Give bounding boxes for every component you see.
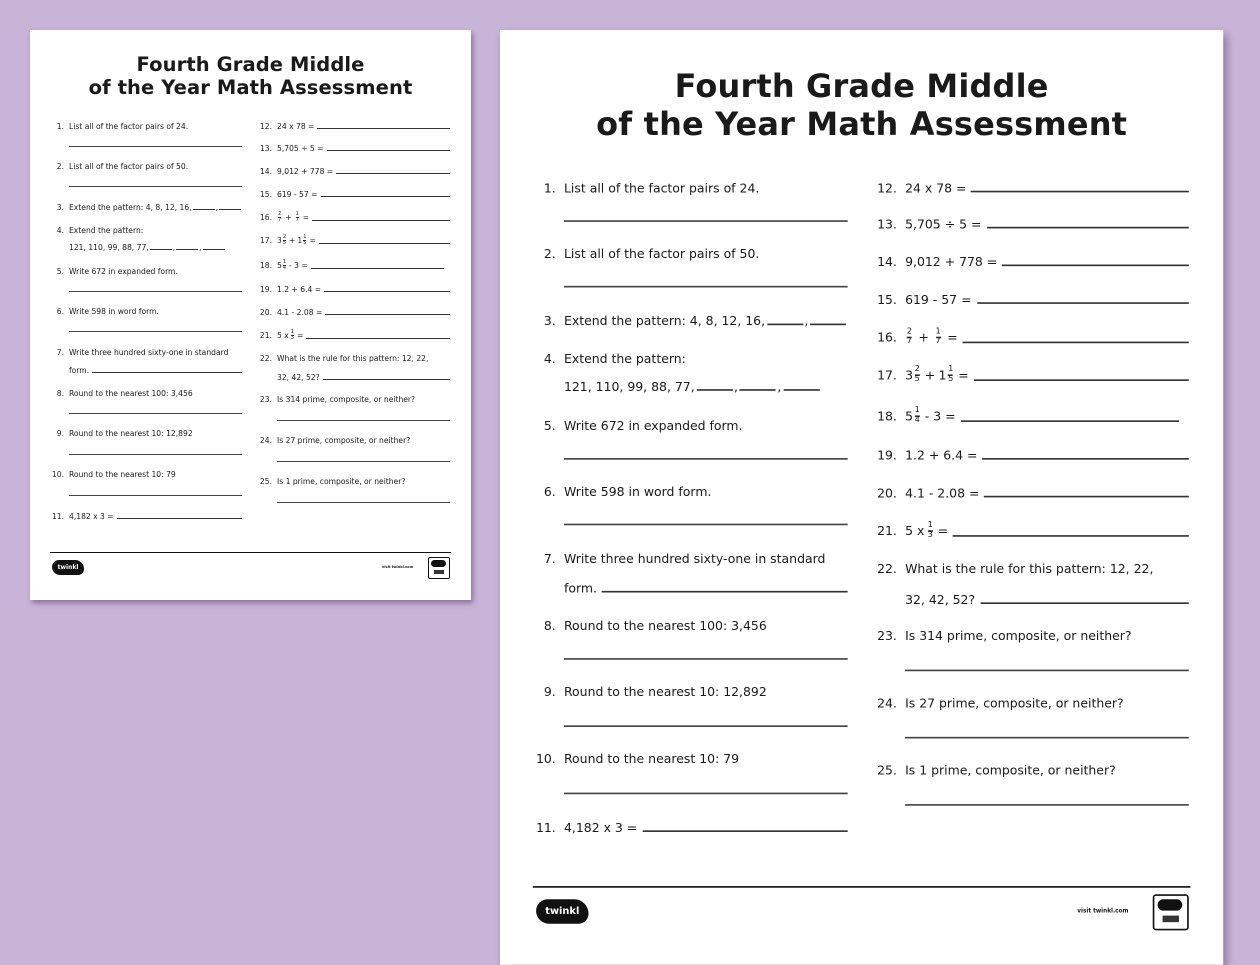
answer-blank <box>1002 265 1189 267</box>
footer-divider <box>50 552 451 553</box>
numerator: 2 <box>278 210 282 217</box>
denominator: 5 <box>303 239 307 246</box>
question-text: Write three hundred sixty-one in standard <box>69 348 229 357</box>
question-text: Round to the nearest 100: 3,456 <box>69 389 193 398</box>
fraction <box>948 365 953 383</box>
fraction <box>278 212 281 223</box>
question-number: 14. <box>259 167 272 176</box>
operator: + <box>918 329 929 345</box>
fraction <box>907 328 912 346</box>
equals: = <box>958 367 969 382</box>
twinkl-logo <box>536 899 588 924</box>
question-9 <box>543 679 848 700</box>
answer-blank <box>963 342 1189 344</box>
answer-blank <box>193 209 215 210</box>
answer-line <box>69 413 242 414</box>
title-line-1: Fourth Grade Middle <box>136 53 365 76</box>
question-10 <box>535 747 848 767</box>
question-number: 8. <box>56 389 64 398</box>
denominator: 3 <box>927 529 933 540</box>
footer-divider <box>533 886 1191 888</box>
answer-line <box>277 420 450 421</box>
question-text: List all of the factor pairs of 50. <box>69 162 189 171</box>
question-text: Write 598 in word form. <box>563 484 712 500</box>
question-19 <box>877 443 1189 463</box>
question-2 <box>543 242 848 262</box>
answer-line <box>69 331 242 332</box>
answer-line <box>564 220 848 222</box>
question-text: 121, 110, 99, 88, 77, <box>69 243 149 252</box>
question-number: 5. <box>543 418 556 434</box>
logo-text: twinkl <box>545 905 580 918</box>
question-20 <box>877 481 1189 501</box>
question-text: 9,012 + 778 = <box>277 167 334 176</box>
question-6 <box>543 479 848 500</box>
worksheet-page-thumbnail[interactable] <box>30 30 471 600</box>
question-text: 9,012 + 778 = <box>905 254 998 270</box>
question-number: 16. <box>877 329 897 345</box>
answer-line <box>69 291 242 292</box>
fraction <box>936 328 941 346</box>
question-11 <box>535 816 848 836</box>
answer-blank <box>203 249 225 250</box>
question-13 <box>877 212 1189 232</box>
question-number: 15. <box>877 292 897 308</box>
whole-number: 3 <box>905 367 914 382</box>
answer-line <box>69 495 242 496</box>
denominator: 5 <box>914 373 920 384</box>
answer-line <box>69 146 242 147</box>
question-text: What is the rule for this pattern: 12, 22, <box>277 354 429 363</box>
answer-blank <box>317 128 450 129</box>
separator: , <box>734 379 739 395</box>
question-4-continued <box>69 240 242 252</box>
answer-blank <box>740 389 776 391</box>
answer-blank <box>321 196 450 197</box>
answer-line <box>564 658 848 660</box>
question-text: 4.1 - 2.08 = <box>277 308 323 317</box>
fraction <box>283 260 286 271</box>
question-number: 20. <box>877 485 897 501</box>
numerator: 1 <box>282 258 287 265</box>
question-number: 5. <box>56 267 64 276</box>
answer-blank <box>312 220 450 221</box>
question-number: 11. <box>535 820 556 836</box>
answer-blank <box>323 379 450 380</box>
question-number: 3. <box>56 203 64 212</box>
question-text: 619 - 57 = <box>277 190 318 199</box>
question-number: 21. <box>259 330 272 340</box>
question-2 <box>56 159 242 171</box>
question-8 <box>543 614 848 634</box>
question-number: 6. <box>543 484 556 500</box>
question-text: 24 x 78 = <box>277 122 315 131</box>
question-7 <box>543 547 848 567</box>
question-21 <box>877 519 1189 540</box>
question-text: Write 672 in expanded form. <box>69 267 178 276</box>
question-22 <box>877 556 1189 577</box>
question-number: 9. <box>56 429 64 438</box>
question-number: 8. <box>543 618 556 634</box>
question-number: 25. <box>259 477 272 486</box>
answer-line <box>905 737 1189 739</box>
question-3 <box>543 309 848 329</box>
question-text: 5,705 ÷ 5 = <box>277 144 324 153</box>
question-number: 22. <box>259 354 272 363</box>
answer-line <box>564 458 848 460</box>
question-number: 13. <box>877 216 897 232</box>
answer-line <box>564 286 848 288</box>
question-7-continued <box>69 363 242 375</box>
question-6 <box>56 304 242 316</box>
question-text: form. <box>69 366 90 375</box>
question-text: Extend the pattern: 4, 8, 12, 16, <box>69 203 192 212</box>
question-number: 14. <box>877 254 897 270</box>
answer-blank <box>306 338 450 339</box>
answer-blank <box>336 173 450 174</box>
question-11 <box>51 509 242 521</box>
denominator: 5 <box>282 239 287 246</box>
question-22-continued <box>905 588 1189 608</box>
equals: = <box>947 329 958 345</box>
question-20 <box>259 305 450 317</box>
numerator: 1 <box>295 210 299 217</box>
question-4 <box>56 223 242 235</box>
question-text: 5 x <box>277 330 289 340</box>
footer-visit-text: visit twinkl.com <box>382 565 414 569</box>
numerator: 2 <box>282 233 287 240</box>
question-9 <box>56 426 242 438</box>
question-1 <box>543 176 848 196</box>
question-17 <box>877 363 1189 385</box>
quality-badge-icon <box>428 557 450 579</box>
question-number: 21. <box>877 522 897 538</box>
answer-blank <box>982 458 1188 460</box>
question-25 <box>259 474 450 486</box>
question-text: Round to the nearest 10: 12,892 <box>69 429 193 438</box>
question-number: 10. <box>535 751 556 767</box>
answer-blank <box>953 535 1189 537</box>
question-13 <box>259 141 450 153</box>
twinkl-logo <box>52 560 84 575</box>
answer-blank <box>980 602 1189 604</box>
question-number: 23. <box>877 628 897 644</box>
question-16 <box>259 210 450 223</box>
worksheet-title <box>500 68 1223 143</box>
question-number: 19. <box>259 285 272 294</box>
question-number: 24. <box>877 695 897 711</box>
question-1 <box>56 119 242 131</box>
question-number: 22. <box>877 561 897 577</box>
answer-blank <box>986 227 1188 229</box>
question-number: 10. <box>51 470 64 479</box>
question-text: form. <box>563 581 597 596</box>
separator: , <box>172 243 176 252</box>
question-21 <box>259 328 450 341</box>
answer-blank <box>219 209 241 210</box>
footer-visit-text: visit twinkl.com <box>1077 907 1129 914</box>
question-text: 5 x <box>905 522 925 538</box>
fraction <box>915 365 920 383</box>
numerator: 1 <box>303 233 307 240</box>
question-text: 121, 110, 99, 88, 77, <box>563 379 695 395</box>
question-text: - 3 = <box>289 260 308 270</box>
answer-blank <box>696 389 732 391</box>
question-4-continued <box>564 374 848 394</box>
fraction <box>291 330 294 341</box>
equals: = <box>309 235 316 245</box>
question-number: 20. <box>259 308 272 317</box>
question-text: List all of the factor pairs of 24. <box>563 180 760 196</box>
question-text: Is 27 prime, composite, or neither? <box>905 695 1124 711</box>
denominator: 4 <box>914 414 920 425</box>
answer-line <box>905 804 1189 806</box>
question-3 <box>56 200 242 212</box>
question-number: 17. <box>877 367 897 382</box>
denominator: 7 <box>935 335 941 346</box>
answer-line <box>69 186 242 187</box>
answer-blank <box>976 302 1188 304</box>
answer-blank <box>117 518 242 519</box>
numerator: 1 <box>935 326 941 336</box>
question-5 <box>56 264 242 276</box>
question-number: 12. <box>877 180 897 196</box>
question-text: Is 314 prime, composite, or neither? <box>277 395 416 404</box>
answer-blank <box>961 420 1179 422</box>
question-number: 1. <box>543 180 556 196</box>
question-text: Extend the pattern: <box>563 351 686 367</box>
separator: , <box>804 313 809 329</box>
question-25 <box>877 758 1189 778</box>
question-text: Round to the nearest 100: 3,456 <box>563 618 767 634</box>
question-7-continued <box>564 576 848 596</box>
question-text: Is 1 prime, composite, or neither? <box>277 477 406 486</box>
denominator: 3 <box>290 334 294 341</box>
question-text: 4.1 - 2.08 = <box>905 485 980 501</box>
question-text: Extend the pattern: 4, 8, 12, 16, <box>563 313 766 329</box>
question-number: 23. <box>259 395 272 404</box>
question-24 <box>877 691 1189 711</box>
question-text: Round to the nearest 10: 79 <box>69 470 176 479</box>
separator: , <box>199 243 202 252</box>
question-number: 15. <box>259 190 272 199</box>
question-19 <box>259 282 450 294</box>
answer-line <box>564 793 848 795</box>
question-22 <box>259 351 450 363</box>
question-text: 1.2 + 6.4 = <box>905 448 978 463</box>
question-5 <box>543 414 848 434</box>
question-23 <box>877 624 1189 644</box>
answer-blank <box>810 324 846 326</box>
question-text: Is 314 prime, composite, or neither? <box>905 628 1132 644</box>
numerator: 2 <box>914 363 920 374</box>
question-number: 13. <box>259 144 272 153</box>
equals: = <box>937 522 949 538</box>
answer-blank <box>783 389 819 391</box>
question-text: 24 x 78 = <box>905 180 967 196</box>
question-22-continued <box>277 370 450 382</box>
separator: , <box>777 379 782 395</box>
answer-line <box>277 461 450 462</box>
question-18 <box>259 258 444 271</box>
fraction <box>283 235 286 246</box>
question-text: Round to the nearest 10: 12,892 <box>563 684 767 700</box>
whole-number: 5 <box>905 408 914 423</box>
question-number: 24. <box>259 436 272 445</box>
equals: = <box>302 212 310 222</box>
question-23 <box>259 392 450 404</box>
question-text: Write three hundred sixty-one in standard <box>563 551 826 567</box>
numerator: 1 <box>290 328 294 335</box>
fraction <box>928 521 933 539</box>
denominator: 7 <box>295 216 299 223</box>
question-text: Round to the nearest 10: 79 <box>563 751 740 767</box>
question-text: - 3 = <box>924 408 956 423</box>
title-line-2: of the Year Math Assessment <box>596 105 1128 144</box>
separator: , <box>215 203 219 212</box>
answer-blank <box>602 591 848 593</box>
question-24 <box>259 433 450 445</box>
numerator: 1 <box>927 519 933 530</box>
question-10 <box>51 467 242 479</box>
question-number: 1. <box>56 122 64 131</box>
answer-blank <box>176 249 198 250</box>
question-text: 32, 42, 52? <box>277 373 320 382</box>
question-12 <box>259 119 450 131</box>
title-line-2: of the Year Math Assessment <box>88 76 413 99</box>
question-number: 2. <box>56 162 64 171</box>
question-number: 16. <box>259 212 272 222</box>
question-number: 7. <box>56 348 64 357</box>
question-14 <box>259 164 450 176</box>
question-text: Is 27 prime, composite, or neither? <box>277 436 411 445</box>
question-number: 11. <box>51 512 64 521</box>
question-4 <box>543 347 848 367</box>
answer-blank <box>971 191 1188 193</box>
question-number: 4. <box>543 351 556 367</box>
question-text: 1.2 + 6.4 = <box>277 285 322 294</box>
answer-line <box>905 670 1189 672</box>
question-text: Extend the pattern: <box>69 226 144 235</box>
answer-line <box>277 502 450 503</box>
logo-text: twinkl <box>57 564 79 571</box>
whole-number: 1 <box>938 367 947 382</box>
denominator: 5 <box>948 373 954 384</box>
question-7 <box>56 345 242 357</box>
question-text: Write 672 in expanded form. <box>563 418 743 434</box>
question-number: 2. <box>543 246 556 262</box>
answer-blank <box>974 379 1189 381</box>
answer-blank <box>767 324 803 326</box>
question-16 <box>877 326 1189 347</box>
question-number: 3. <box>543 313 556 329</box>
operator: + <box>289 235 296 245</box>
answer-blank <box>311 268 444 269</box>
answer-line <box>564 725 848 727</box>
question-number: 6. <box>56 307 64 316</box>
question-text: List all of the factor pairs of 50. <box>563 246 760 262</box>
answer-line <box>564 524 848 526</box>
question-number: 9. <box>543 684 556 700</box>
worksheet-title <box>30 53 471 99</box>
denominator: 7 <box>906 335 912 346</box>
worksheet-page-zoomed[interactable] <box>500 30 1223 965</box>
title-line-1: Fourth Grade Middle <box>674 67 1049 106</box>
question-text: List all of the factor pairs of 24. <box>69 122 189 131</box>
fraction <box>915 406 920 424</box>
operator: + <box>924 367 936 382</box>
operator: + <box>285 212 292 222</box>
numerator: 2 <box>906 326 912 336</box>
question-18 <box>877 404 1179 426</box>
question-number: 18. <box>877 408 897 423</box>
answer-blank <box>325 314 450 315</box>
quality-badge-icon <box>1153 894 1189 930</box>
question-12 <box>877 176 1189 196</box>
question-text: Is 1 prime, composite, or neither? <box>905 763 1116 778</box>
question-number: 4. <box>56 226 64 235</box>
question-14 <box>877 250 1189 270</box>
question-17 <box>259 233 450 246</box>
question-number: 7. <box>543 551 556 567</box>
answer-blank <box>327 150 450 151</box>
question-text: 5,705 ÷ 5 = <box>905 216 982 232</box>
question-text: 4,182 x 3 = <box>69 512 114 521</box>
question-text: Write 598 in word form. <box>69 307 159 316</box>
equals: = <box>296 330 304 340</box>
answer-blank <box>984 496 1188 498</box>
question-8 <box>56 386 242 398</box>
answer-blank <box>150 249 172 250</box>
answer-blank <box>642 830 848 832</box>
question-text: 619 - 57 = <box>905 292 972 308</box>
question-text: 4,182 x 3 = <box>563 820 638 836</box>
question-15 <box>259 187 450 199</box>
question-number: 12. <box>259 122 272 131</box>
answer-line <box>69 454 242 455</box>
question-15 <box>877 287 1189 308</box>
numerator: 1 <box>914 404 920 415</box>
question-number: 19. <box>877 448 897 463</box>
whole-number: 1 <box>297 235 303 245</box>
denominator: 7 <box>278 216 282 223</box>
question-text: What is the rule for this pattern: 12, 22, <box>905 561 1154 577</box>
denominator: 4 <box>282 264 287 271</box>
question-text: 32, 42, 52? <box>905 592 976 608</box>
question-number: 25. <box>877 763 897 778</box>
numerator: 1 <box>948 363 954 374</box>
question-number: 17. <box>259 235 272 245</box>
question-number: 18. <box>259 260 272 270</box>
whole-number: 3 <box>277 235 282 245</box>
fraction <box>303 235 306 246</box>
whole-number: 5 <box>277 260 282 270</box>
fraction <box>296 212 299 223</box>
answer-blank <box>319 243 450 244</box>
answer-blank <box>92 372 242 373</box>
answer-blank <box>324 291 450 292</box>
